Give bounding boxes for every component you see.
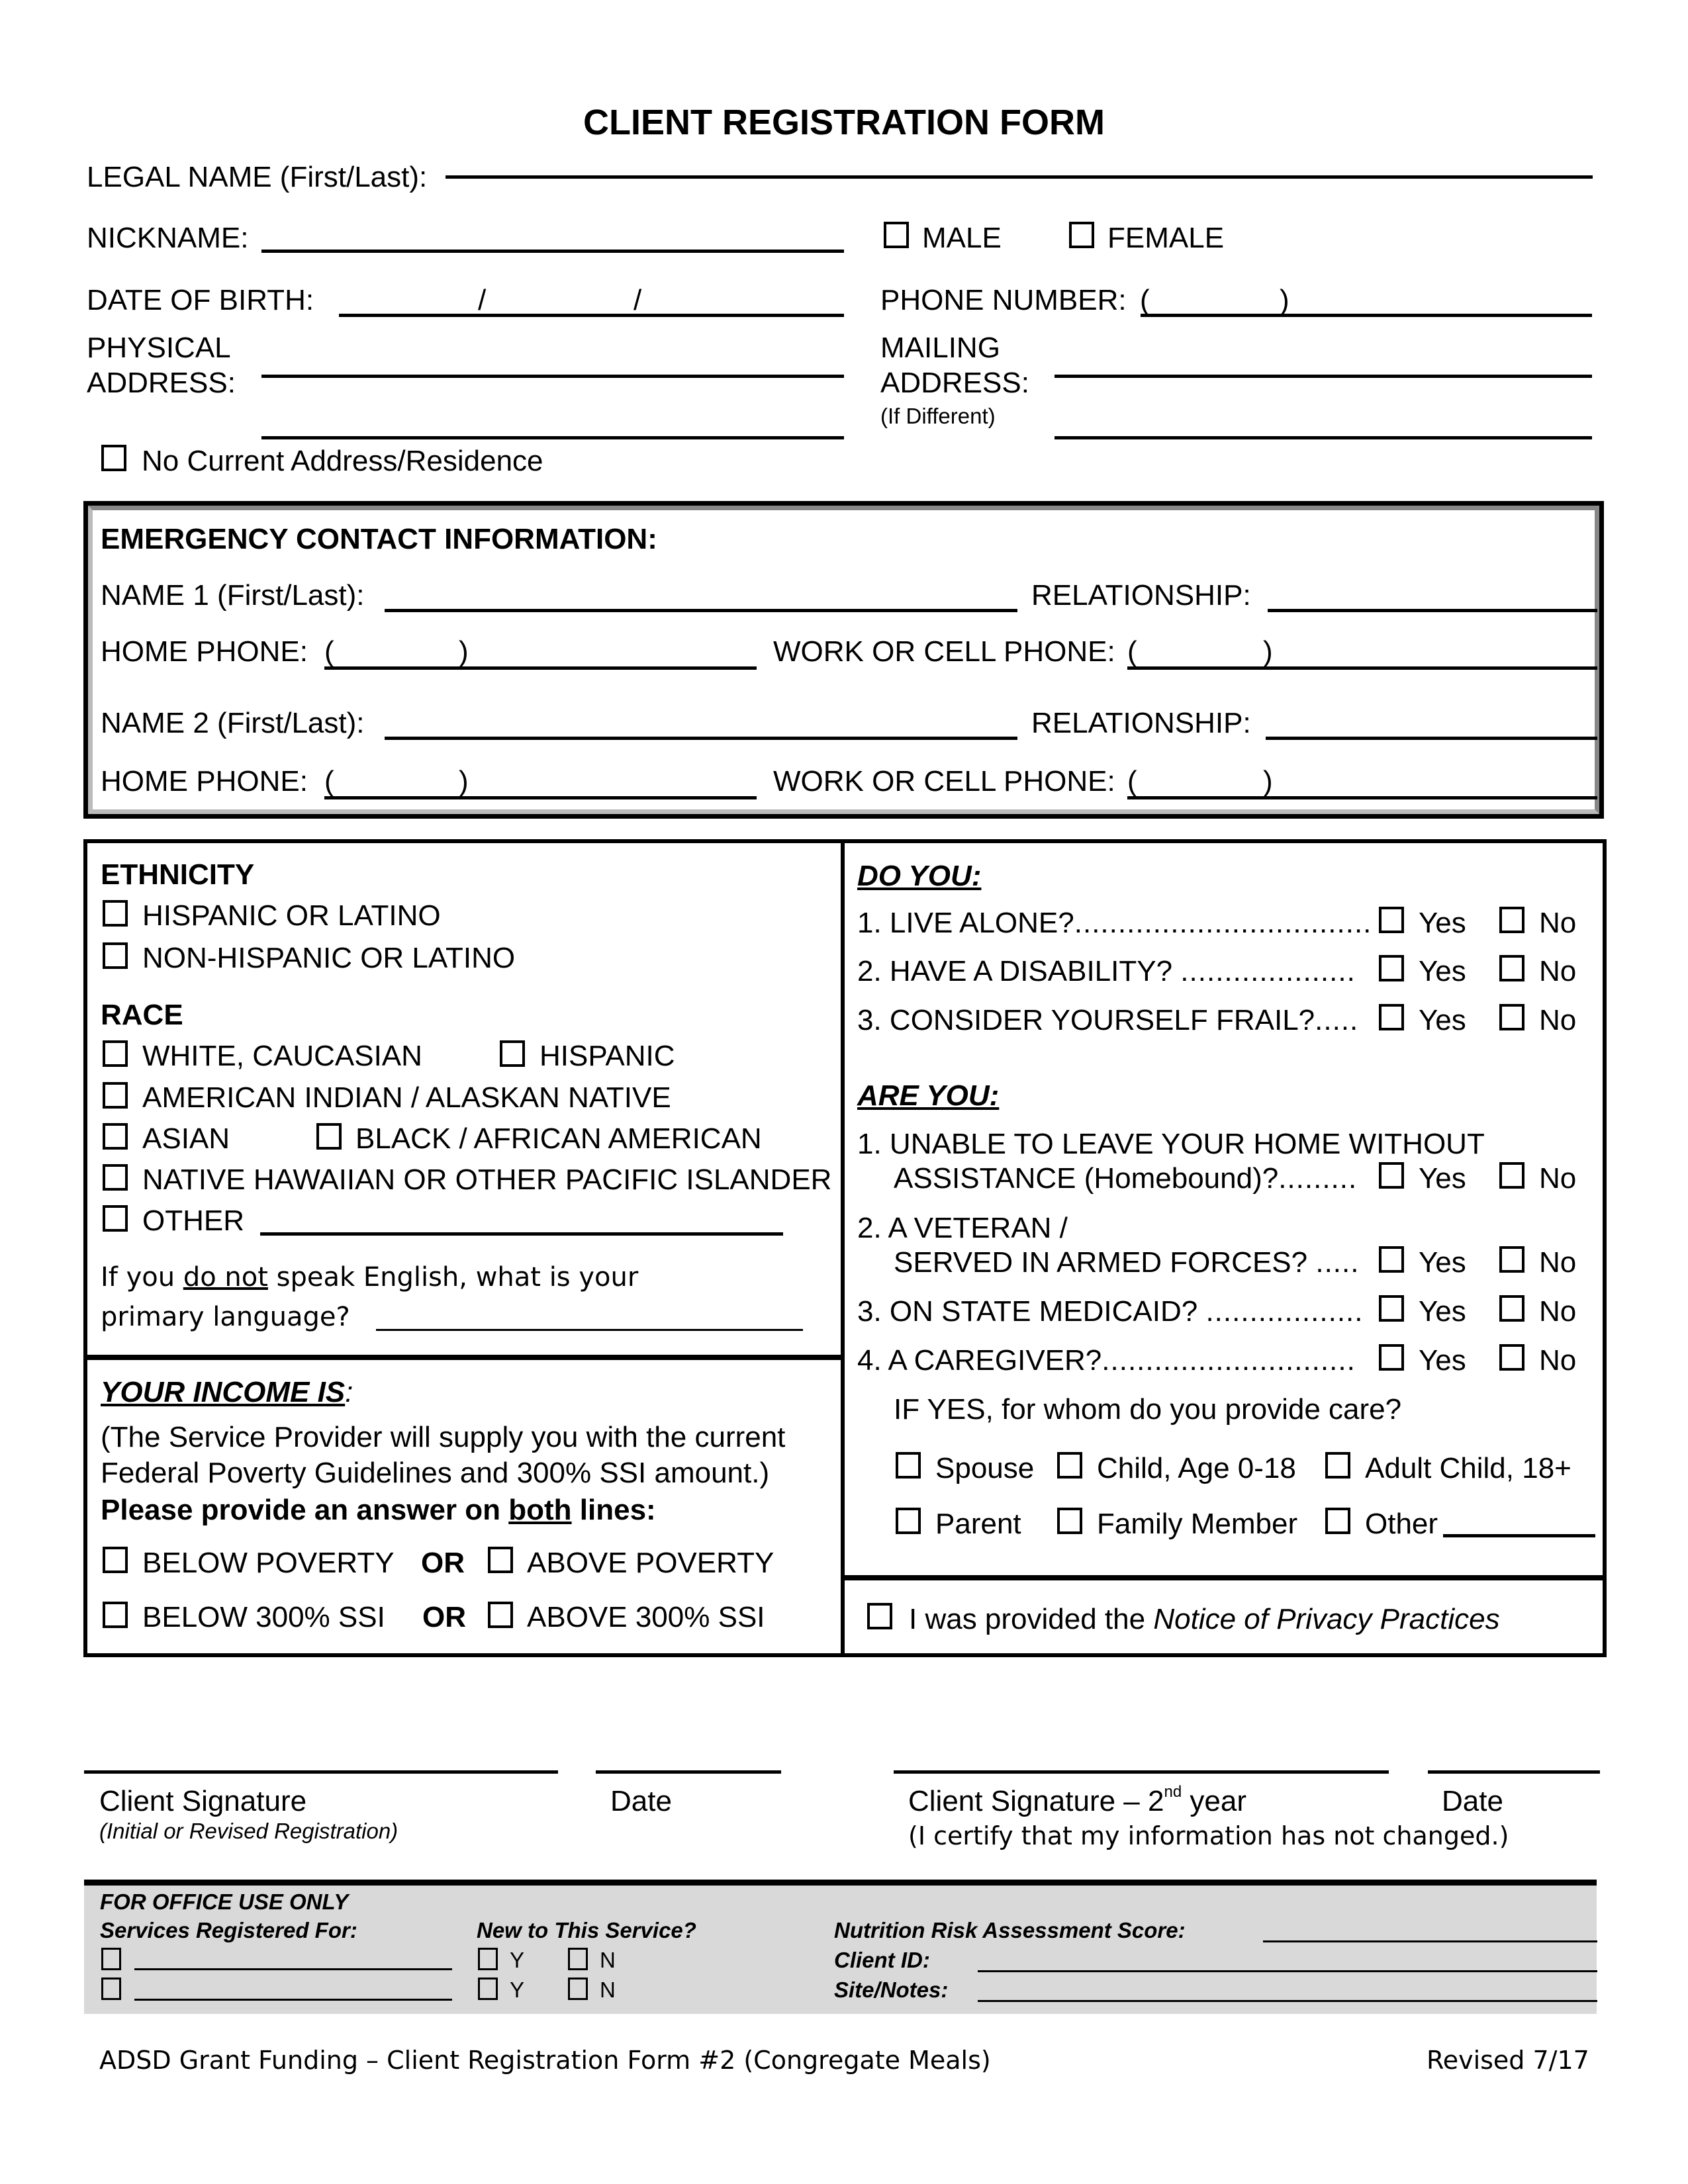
leader-dots: .................. [1205,1295,1364,1328]
service-2-new-no-checkbox[interactable] [568,1978,588,2000]
contact1-work-phone-field[interactable] [1127,666,1597,670]
question-text: 4. A CAREGIVER? [857,1344,1102,1377]
footer-form-name: ADSD Grant Funding – Client Registration Form #2 (Congregate Meals) [99,2046,991,2075]
privacy-notice-title: Notice of Privacy Practices [1153,1603,1500,1635]
yes-label: Yes [1419,1246,1466,1279]
yes-label: Yes [1419,1162,1466,1195]
site-notes-label: Site/Notes: [834,1978,949,2002]
ethnicity-option: NON-HISPANIC OR LATINO [142,942,516,974]
language-text: speak English, what is your [267,1262,639,1293]
mailing-address-label: ADDRESS: [880,367,1029,399]
privacy-text: I was provided the [909,1603,1154,1635]
yes-label: Yes [1419,1295,1466,1328]
yes-label: Yes [1419,1344,1466,1377]
emergency-heading: EMERGENCY CONTACT INFORMATION: [101,523,657,555]
leader-dots: ..... [1315,1246,1360,1279]
caregiver-yes-checkbox[interactable] [1379,1344,1404,1371]
yes-short-label: Y [510,1978,525,2002]
yes-label: Yes [1419,1004,1466,1036]
footer-revision: Revised 7/17 [1427,2046,1589,2075]
question-text: 1. LIVE ALONE? [857,907,1074,939]
race-white-checkbox[interactable] [103,1040,128,1067]
question-text: 3. ON STATE MEDICAID? [857,1295,1206,1328]
frail-no-checkbox[interactable] [1499,1004,1524,1030]
phone-label: PHONE NUMBER: [880,284,1127,316]
no-label: No [1539,1344,1577,1377]
signature-text: Client Signature – 2 [908,1785,1164,1817]
no-short-label: N [600,1978,616,2002]
care-other-checkbox[interactable] [1325,1508,1350,1534]
below-ssi-checkbox[interactable] [103,1602,128,1628]
second-year-signature-label [908,1783,1246,1817]
are-you-heading: ARE YOU: [857,1079,1000,1112]
site-notes-field[interactable] [978,2000,1597,2002]
care-child-checkbox[interactable] [1057,1452,1082,1479]
question-text: SERVED IN ARMED FORCES? [894,1246,1316,1279]
income-option: BELOW 300% SSI [142,1601,385,1633]
income-note: Federal Poverty Guidelines and 300% SSI amount.) [101,1457,770,1489]
no-address-label: No Current Address/Residence [142,445,543,477]
service-2-checkbox[interactable] [101,1978,121,2000]
contact2-name-field[interactable] [385,737,1017,740]
care-parent-checkbox[interactable] [896,1508,921,1534]
contact2-home-phone-label: HOME PHONE: [101,765,308,797]
care-spouse-checkbox[interactable] [896,1452,921,1479]
veteran-no-checkbox[interactable] [1499,1246,1524,1273]
medicaid-yes-checkbox[interactable] [1379,1295,1404,1322]
hispanic-latino-checkbox[interactable] [103,900,128,927]
language-question-line2: primary language? [101,1302,350,1332]
leader-dots: .................... [1180,955,1356,987]
new-to-service-label: New to This Service? [477,1918,696,1942]
no-label: No [1539,1162,1577,1195]
question-medicaid [857,1297,1364,1326]
ordinal-suffix: nd [1164,1783,1182,1801]
column-divider [841,839,845,1657]
second-year-date-field[interactable] [1428,1770,1600,1774]
above-ssi-checkbox[interactable] [488,1602,513,1628]
question-disability [857,957,1356,986]
no-label: No [1539,1004,1577,1036]
contact1-relationship-label: RELATIONSHIP: [1031,579,1251,612]
contact2-name-label: NAME 2 (First/Last): [101,707,365,739]
services-registered-label: Services Registered For: [100,1918,357,1942]
income-heading-colon: : [345,1376,353,1408]
leader-dots: ......... [1278,1162,1358,1195]
physical-address-label: PHYSICAL [87,332,231,364]
dob-separator: / [633,284,642,316]
contact2-work-phone-label: WORK OR CELL PHONE: [773,765,1115,797]
paren-close: ) [1263,635,1273,668]
income-heading-text: YOUR INCOME IS [101,1376,346,1408]
below-poverty-checkbox[interactable] [103,1547,128,1573]
caregiver-option: Parent [935,1508,1021,1540]
care-adult-child-checkbox[interactable] [1325,1452,1350,1479]
language-question [101,1264,638,1291]
service-1-new-no-checkbox[interactable] [568,1948,588,1970]
paren-open: ( [324,765,334,797]
income-option: ABOVE 300% SSI [527,1601,765,1633]
dob-field[interactable] [339,314,844,317]
race-american-indian-checkbox[interactable] [103,1082,128,1109]
female-label: FEMALE [1107,222,1225,254]
caregiver-option: Adult Child, 18+ [1365,1452,1571,1484]
paren-open: ( [1127,635,1137,668]
race-black-checkbox[interactable] [316,1123,342,1150]
service-2-new-yes-checkbox[interactable] [478,1978,498,2000]
income-instruction [101,1496,656,1525]
no-label: No [1539,1246,1577,1279]
ethnicity-heading: ETHNICITY [101,858,255,891]
yes-label: Yes [1419,955,1466,987]
question-text: ASSISTANCE (Homebound)? [894,1162,1279,1195]
instruction-text: lines: [571,1494,656,1526]
service-1-new-yes-checkbox[interactable] [478,1948,498,1970]
service-2-field[interactable] [134,1999,452,2001]
contact2-relationship-field[interactable] [1266,737,1597,740]
physical-address-field-1[interactable] [261,375,844,378]
nickname-field[interactable] [261,250,844,253]
date-label: Date [610,1785,672,1817]
race-option: OTHER [142,1205,244,1237]
paren-close: ) [459,635,469,668]
question-text: 3. CONSIDER YOURSELF FRAIL? [857,1004,1315,1036]
no-label: No [1539,1295,1577,1328]
race-option: WHITE, CAUCASIAN [142,1040,422,1072]
dob-label: DATE OF BIRTH: [87,284,314,316]
mailing-address-field-1[interactable] [1055,375,1592,378]
privacy-notice-label [909,1605,1500,1634]
race-other-checkbox[interactable] [103,1205,128,1232]
above-poverty-checkbox[interactable] [488,1547,513,1573]
language-emphasis: do not [183,1262,268,1293]
income-heading [101,1378,353,1407]
privacy-divider [841,1575,1607,1580]
income-divider [83,1355,845,1360]
contact2-relationship-label: RELATIONSHIP: [1031,707,1251,739]
phone-field[interactable] [1141,314,1592,317]
contact1-home-phone-label: HOME PHONE: [101,635,308,668]
disability-yes-checkbox[interactable] [1379,955,1404,981]
race-option: NATIVE HAWAIIAN OR OTHER PACIFIC ISLANDER [142,1163,832,1196]
question-live-alone [857,909,1372,938]
care-other-field[interactable] [1443,1534,1595,1537]
paren-close: ) [459,765,469,797]
second-year-signature-field[interactable] [894,1770,1389,1774]
client-signature-field[interactable] [84,1770,558,1774]
privacy-notice-checkbox[interactable] [867,1603,892,1629]
question-caregiver [857,1346,1356,1375]
service-1-checkbox[interactable] [101,1948,121,1970]
physical-address-field-2[interactable] [261,436,844,439]
leader-dots: .................................. [1074,907,1372,939]
live-alone-yes-checkbox[interactable] [1379,907,1404,933]
primary-language-field[interactable] [376,1329,803,1331]
do-you-heading: DO YOU: [857,860,982,892]
leader-dots: ..... [1315,1004,1359,1036]
caregiver-option: Child, Age 0-18 [1097,1452,1296,1484]
client-id-label: Client ID: [834,1948,930,1972]
contact2-work-phone-field[interactable] [1127,796,1597,799]
income-note: (The Service Provider will supply you with the current [101,1421,786,1453]
race-heading: RACE [101,999,183,1031]
male-checkbox[interactable] [884,222,909,248]
race-option: BLACK / AFRICAN AMERICAN [355,1122,762,1155]
legal-name-field[interactable] [445,175,1593,179]
contact1-work-phone-label: WORK OR CELL PHONE: [773,635,1115,668]
income-option: ABOVE POVERTY [527,1547,774,1579]
race-asian-checkbox[interactable] [103,1123,128,1150]
legal-name-label: LEGAL NAME (First/Last): [87,161,428,193]
no-short-label: N [600,1948,616,1972]
question-veteran-line2 [894,1248,1359,1277]
yes-short-label: Y [510,1948,525,1972]
question-veteran: 2. A VETERAN / [857,1212,1068,1244]
question-frail [857,1006,1358,1035]
nutrition-score-label: Nutrition Risk Assessment Score: [834,1918,1186,1942]
medicaid-no-checkbox[interactable] [1499,1295,1524,1322]
client-signature-note: (Initial or Revised Registration) [99,1819,399,1843]
yes-label: Yes [1419,907,1466,939]
second-year-note: (I certify that my information has not changed.) [908,1821,1509,1850]
homebound-yes-checkbox[interactable] [1379,1162,1404,1189]
non-hispanic-latino-checkbox[interactable] [103,942,128,969]
mailing-address-note: (If Different) [880,404,996,428]
client-id-field[interactable] [978,1970,1597,1972]
race-hispanic-checkbox[interactable] [500,1040,525,1067]
paren-open: ( [324,635,334,668]
caregiver-option: Other [1365,1508,1438,1540]
frail-yes-checkbox[interactable] [1379,1004,1404,1030]
veteran-yes-checkbox[interactable] [1379,1246,1404,1273]
income-option: BELOW POVERTY [142,1547,395,1579]
contact2-home-phone-field[interactable] [324,796,757,799]
leader-dots: ............................. [1102,1344,1356,1377]
phone-paren-close: ) [1280,284,1289,316]
caregiver-no-checkbox[interactable] [1499,1344,1524,1371]
ethnicity-option: HISPANIC OR LATINO [142,899,441,932]
homebound-no-checkbox[interactable] [1499,1162,1524,1189]
male-label: MALE [922,222,1002,254]
race-pacific-islander-checkbox[interactable] [103,1164,128,1191]
race-option: AMERICAN INDIAN / ALASKAN NATIVE [142,1081,671,1114]
physical-address-label: ADDRESS: [87,367,236,399]
language-text: If you [101,1262,183,1293]
mailing-address-field-2[interactable] [1055,436,1592,439]
no-label: No [1539,907,1577,939]
client-signature-label: Client Signature [99,1785,307,1817]
no-label: No [1539,955,1577,987]
signature-text: year [1182,1785,1246,1817]
paren-close: ) [1263,765,1273,797]
caregiver-option: Family Member [1097,1508,1298,1540]
office-heading: FOR OFFICE USE ONLY [100,1889,349,1914]
instruction-text: Please provide an answer on [101,1494,509,1526]
page-title: CLIENT REGISTRATION FORM [583,103,1105,142]
nutrition-score-field[interactable] [1263,1940,1597,1942]
caregiver-option: Spouse [935,1452,1035,1484]
care-family-member-checkbox[interactable] [1057,1508,1082,1534]
female-checkbox[interactable] [1069,222,1094,248]
phone-paren-open: ( [1140,284,1150,316]
contact1-name-field[interactable] [385,609,1017,612]
race-option: ASIAN [142,1122,230,1155]
contact1-name-label: NAME 1 (First/Last): [101,579,365,612]
caregiver-for-whom: IF YES, for whom do you provide care? [894,1393,1402,1426]
service-1-field[interactable] [134,1968,452,1970]
or-label: OR [422,1601,466,1633]
live-alone-no-checkbox[interactable] [1499,907,1524,933]
no-address-checkbox[interactable] [101,445,126,471]
disability-no-checkbox[interactable] [1499,955,1524,981]
race-option: HISPANIC [539,1040,675,1072]
signature-date-field[interactable] [596,1770,781,1774]
contact1-relationship-field[interactable] [1268,609,1597,612]
instruction-emphasis: both [508,1494,572,1526]
question-text: 2. HAVE A DISABILITY? [857,955,1181,987]
paren-open: ( [1127,765,1137,797]
mailing-address-label: MAILING [880,332,1000,364]
or-label: OR [421,1547,465,1579]
nickname-label: NICKNAME: [87,222,249,254]
race-other-field[interactable] [260,1232,783,1236]
question-homebound: 1. UNABLE TO LEAVE YOUR HOME WITHOUT [857,1128,1485,1160]
dob-separator: / [478,284,487,316]
contact1-home-phone-field[interactable] [324,666,757,670]
date-label-2: Date [1442,1785,1503,1817]
question-homebound-line2 [894,1164,1357,1193]
